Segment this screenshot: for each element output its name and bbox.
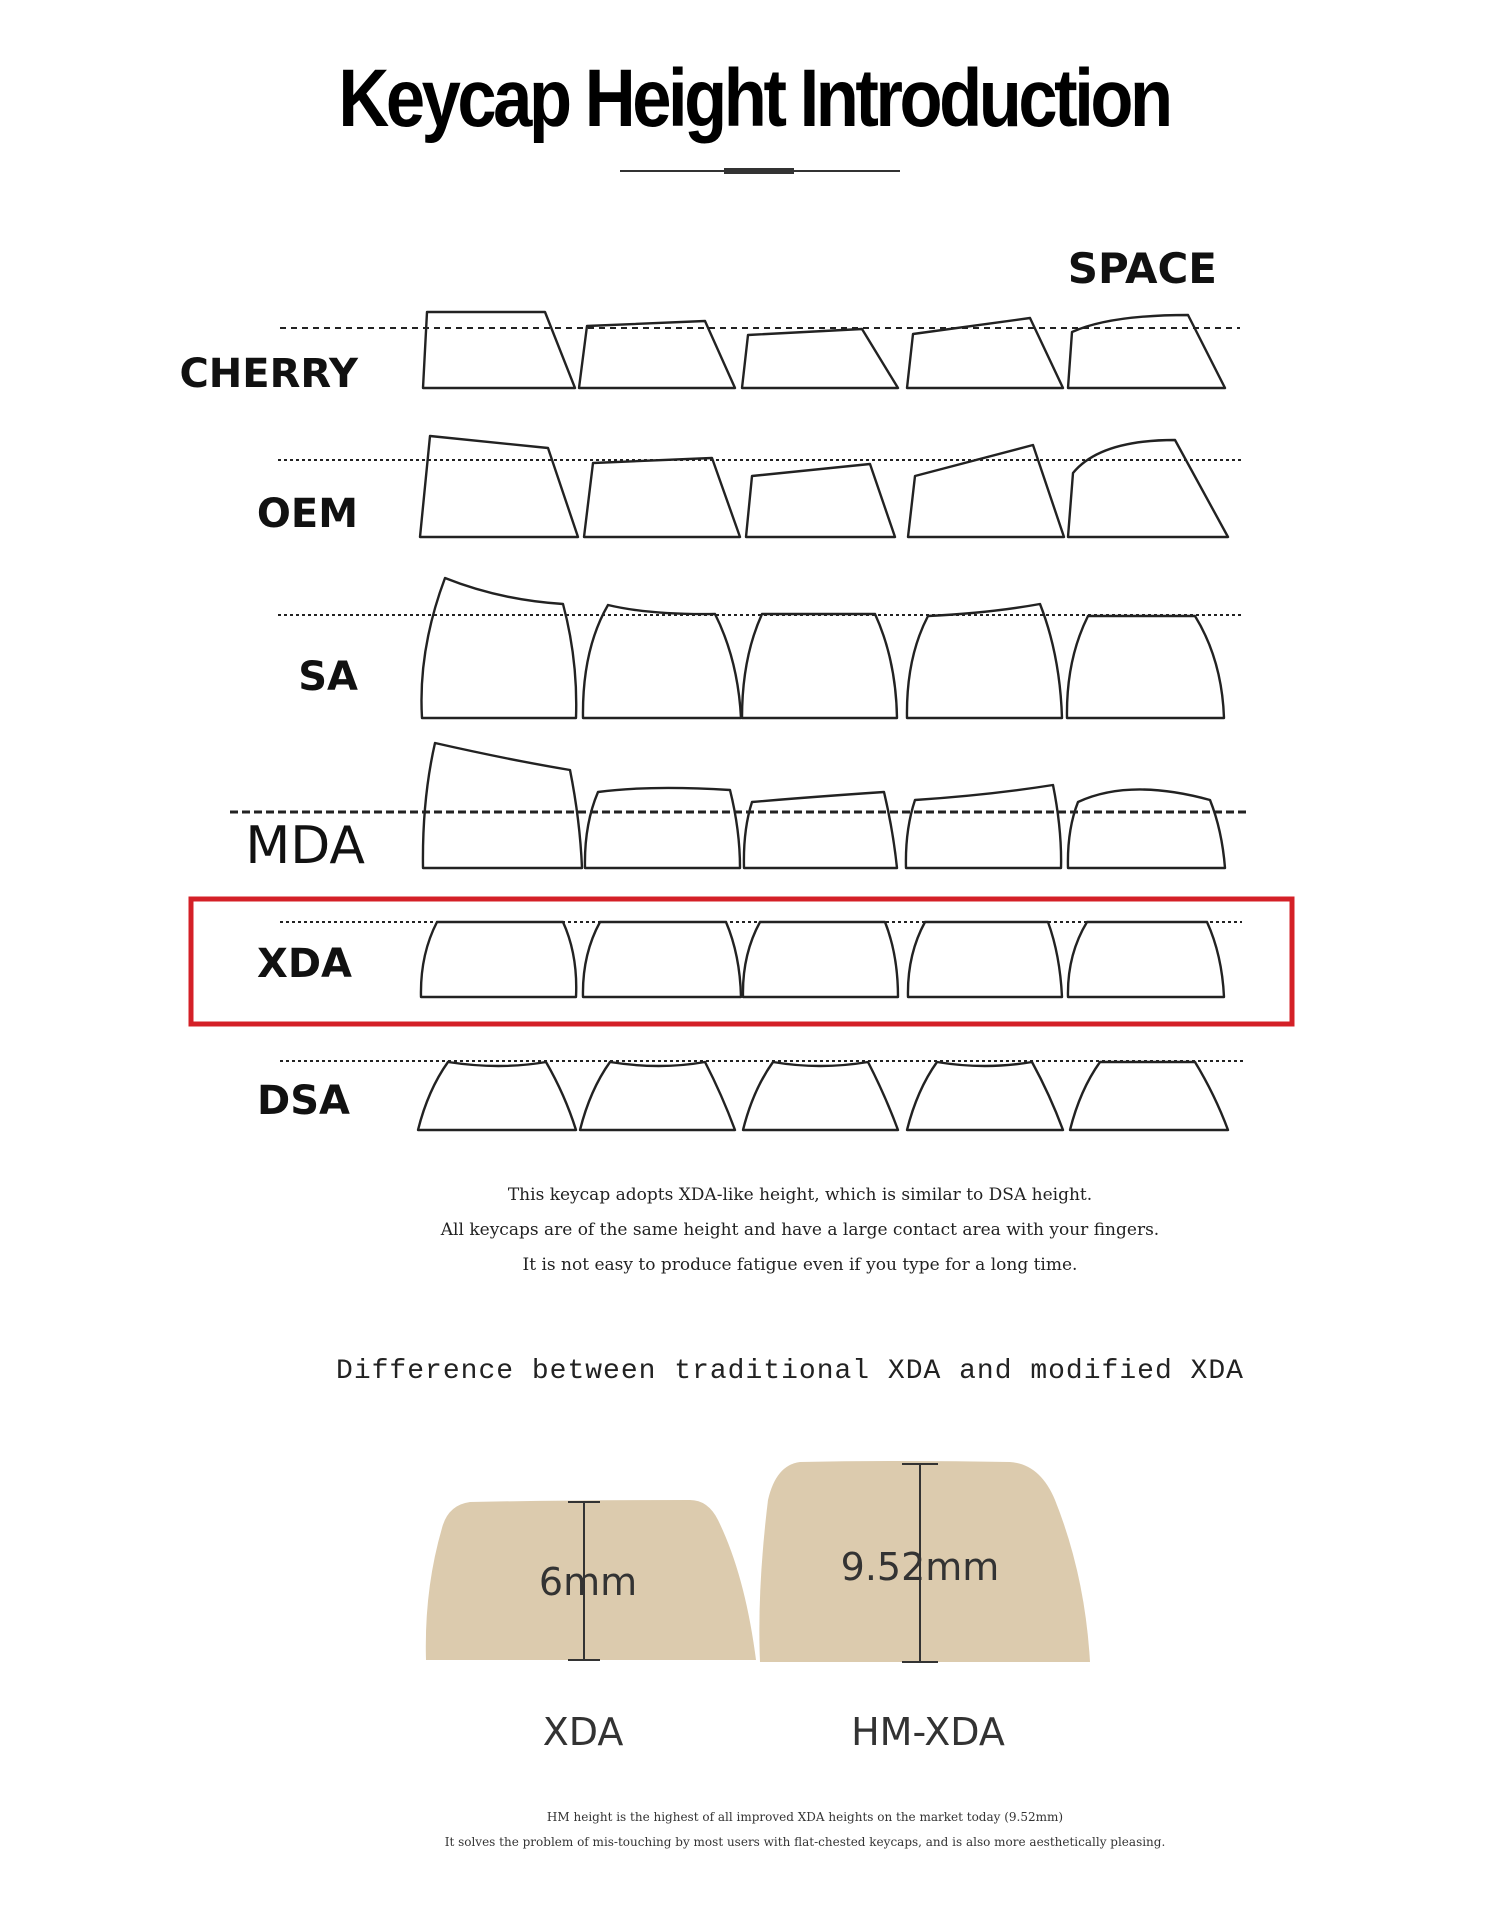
- footnote-line-2: It solves the problem of mis-touching by most users with flat-chested keycaps, and is also more aesthetically pleasing.: [444, 1835, 1166, 1849]
- xda-keycap-3: [743, 922, 898, 997]
- oem-keycaps: [420, 436, 1228, 537]
- xda-keycap-1: [421, 922, 576, 997]
- space-label: SPACE: [1067, 244, 1217, 293]
- xda-keycap-4: [908, 922, 1062, 997]
- cherry-keycap-1: [423, 312, 575, 388]
- sa-keycap-2: [583, 605, 741, 718]
- comparison-section: [426, 1461, 1090, 1754]
- hm-xda-name-label: HM-XDA: [851, 1710, 1005, 1754]
- xda-highlight-box: [191, 899, 1292, 1024]
- oem-label: OEM: [256, 491, 358, 537]
- mda-keycap-3: [744, 792, 897, 868]
- footnote-line-1: HM height is the highest of all improved XDA heights on the market today (9.52mm): [546, 1810, 1064, 1824]
- dsa-keycap-5: [1070, 1062, 1228, 1130]
- dsa-keycaps: [418, 1062, 1228, 1130]
- hm-xda-height-label: 9.52mm: [840, 1545, 1000, 1589]
- oem-keycap-2: [584, 458, 740, 537]
- mda-keycap-1: [423, 743, 582, 868]
- comparison-title: Difference between traditional XDA and modified XDA: [336, 1356, 1244, 1387]
- oem-keycap-3: [746, 464, 895, 537]
- oem-keycap-5: [1068, 440, 1228, 537]
- xda-name-label: XDA: [542, 1710, 624, 1754]
- cherry-keycap-3: [742, 329, 898, 388]
- oem-keycap-4: [908, 445, 1064, 537]
- description-line-3: It is not easy to produce fatigue even if you type for a long time.: [522, 1255, 1078, 1275]
- page-title: Keycap Height Introduction: [338, 53, 1170, 144]
- xda-height-label: 6mm: [538, 1560, 638, 1604]
- dsa-keycap-4: [907, 1062, 1063, 1130]
- dsa-keycap-1: [418, 1062, 576, 1130]
- mda-keycap-4: [906, 785, 1061, 868]
- xda-keycap-2: [583, 922, 741, 997]
- cherry-keycaps: [423, 312, 1225, 388]
- dsa-label: DSA: [257, 1078, 350, 1124]
- description-line-2: All keycaps are of the same height and have a large contact area with your fingers.: [440, 1220, 1160, 1240]
- mda-keycap-2: [585, 788, 740, 868]
- sa-keycap-1: [421, 578, 576, 718]
- sa-keycaps: [421, 578, 1224, 718]
- xda-label: XDA: [257, 941, 352, 987]
- dsa-keycap-2: [580, 1062, 735, 1130]
- sa-keycap-4: [907, 604, 1062, 718]
- sa-keycap-5: [1067, 616, 1224, 718]
- oem-keycap-1: [420, 436, 578, 537]
- sa-label: SA: [298, 654, 358, 700]
- xda-keycaps: [421, 922, 1224, 997]
- cherry-label: CHERRY: [179, 351, 358, 397]
- dsa-keycap-3: [743, 1062, 898, 1130]
- cherry-keycap-2: [579, 321, 735, 388]
- mda-keycap-5: [1068, 789, 1225, 868]
- cherry-keycap-5: [1068, 315, 1225, 388]
- description-line-1: This keycap adopts XDA-like height, which is similar to DSA height.: [507, 1185, 1093, 1205]
- sa-keycap-3: [742, 614, 897, 718]
- mda-label: MDA: [245, 816, 365, 876]
- xda-keycap-5: [1068, 922, 1224, 997]
- mda-keycaps: [423, 743, 1225, 868]
